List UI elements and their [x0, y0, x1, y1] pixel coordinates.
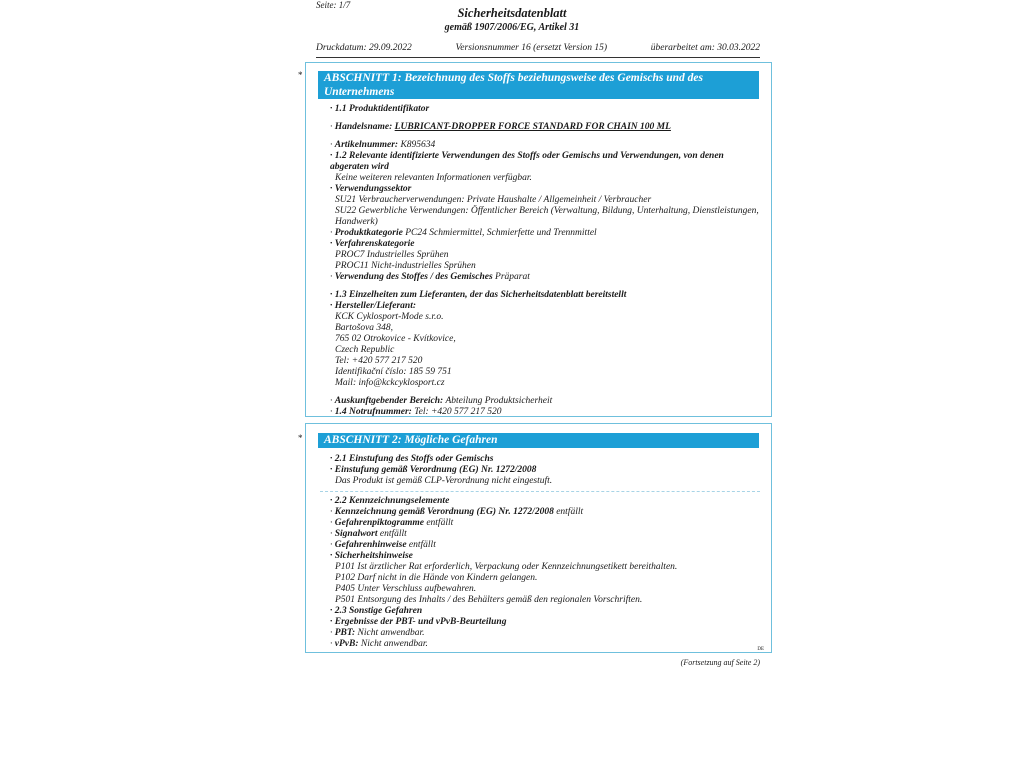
process-heading: · Verfahrenskategorie	[330, 239, 415, 249]
address-line: Tel: +420 577 217 520	[335, 356, 423, 366]
info-department: · Auskunftgebender Bereich: Abteilung Produktsicherheit	[330, 396, 553, 406]
address-line: Mail: info@kckcyklosport.cz	[335, 378, 445, 388]
address-line: Czech Republic	[335, 345, 395, 355]
section-1-content	[330, 104, 760, 418]
page-number: Seite: 1/7	[316, 0, 351, 10]
emergency-number: · 1.4 Notrufnummer: Tel: +420 577 217 520	[330, 407, 502, 417]
product-category: · Produktkategorie PC24 Schmiermittel, Schmierfette und Trennmittel	[330, 228, 597, 238]
print-date: Druckdatum: 29.09.2022	[316, 43, 412, 53]
section-2-content	[330, 454, 760, 650]
safety-statement: P102 Darf nicht in die Hände von Kindern gelangen.	[335, 573, 538, 583]
continuation-note: (Fortsetzung auf Seite 2)	[680, 658, 760, 667]
document-meta	[316, 43, 760, 53]
safety-statement: P405 Unter Verschluss aufbewahren.	[335, 584, 477, 594]
su21: SU21 Verbraucherverwendungen: Private Haushalte / Allgemeinheit / Verbraucher	[335, 195, 652, 205]
s13-heading: · 1.3 Einzelheiten zum Lieferanten, der das Sicherheitsdatenblatt bereitstellt	[330, 290, 627, 300]
document-title: Sicherheitsdatenblatt	[457, 6, 567, 20]
pictograms: · Gefahrenpiktogramme entfällt	[330, 518, 454, 528]
safety-heading: · Sicherheitshinweise	[330, 551, 413, 561]
version-number: Versionsnummer 16 (ersetzt Version 15)	[455, 43, 607, 53]
document-subtitle: gemäß 1907/2006/EG, Artikel 31	[444, 22, 580, 33]
dashed-divider	[320, 491, 760, 492]
manufacturer-heading: · Hersteller/Lieferant:	[330, 301, 417, 311]
pbt-results-heading: · Ergebnisse der PBT- und vPvB-Beurteilung	[330, 617, 507, 627]
change-marker: *	[298, 70, 303, 80]
proc11: PROC11 Nicht-industrielles Sprühen	[335, 261, 476, 271]
safety-statement: P501 Entsorgung des Inhalts / des Behälters gemäß den regionalen Vorschriften.	[335, 595, 643, 605]
proc7: PROC7 Industrielles Sprühen	[335, 250, 449, 260]
su22: SU22 Gewerbliche Verwendungen: Öffentlicher Bereich (Verwaltung, Bildung, Unterhaltung, Dienstleistungen, Handwerk)	[335, 206, 759, 227]
hazard-statements: · Gefahrenhinweise entfällt	[330, 540, 436, 550]
section-2	[305, 423, 772, 653]
article-number: · Artikelnummer: K895634	[330, 140, 436, 150]
section-1	[305, 62, 772, 417]
s11-heading: · 1.1 Produktidentifikator	[330, 104, 430, 114]
classification-text: Das Produkt ist gemäß CLP-Verordnung nicht eingestuft.	[335, 476, 553, 486]
language-code: DE	[757, 647, 764, 652]
signal-word: · Signalwort entfällt	[330, 529, 407, 539]
safety-statement: P101 Ist ärztlicher Rat erforderlich, Verpackung oder Kennzeichnungsetikett bereithalten.	[335, 562, 678, 572]
section-2-title: ABSCHNITT 2: Mögliche Gefahren	[318, 433, 759, 448]
section-1-title: ABSCHNITT 1: Bezeichnung des Stoffs beziehungsweise des Gemischs und des Unternehmens	[318, 71, 759, 99]
address-line: KCK Cyklosport-Mode s.r.o.	[335, 312, 444, 322]
s22-heading: · 2.2 Kennzeichnungselemente	[330, 496, 450, 506]
use-of-substance: · Verwendung des Stoffes / des Gemisches Präparat	[330, 272, 530, 282]
trade-name: · Handelsname: LUBRICANT-DROPPER FORCE STANDARD FOR CHAIN 100 ML	[330, 122, 671, 132]
classification-heading: · Einstufung gemäß Verordnung (EG) Nr. 1272/2008	[330, 465, 537, 475]
revision-date: überarbeitet am: 30.03.2022	[650, 43, 760, 53]
change-marker: *	[298, 433, 303, 443]
address-line: Identifikační číslo: 185 59 751	[335, 367, 452, 377]
s21-heading: · 2.1 Einstufung des Stoffs oder Gemischs	[330, 454, 494, 464]
pbt: · PBT: Nicht anwendbar.	[330, 628, 425, 638]
address-line: Bartošova 348,	[335, 323, 394, 333]
s12-heading: · 1.2 Relevante identifizierte Verwendungen des Stoffs oder Gemischs und Verwendungen, von denen abgeraten wird	[330, 151, 724, 172]
address-line: 765 02 Otrokovice - Kvítkovice,	[335, 334, 456, 344]
s12-text: Keine weiteren relevanten Informationen verfügbar.	[335, 173, 532, 183]
header-divider	[316, 57, 760, 58]
labeling: · Kennzeichnung gemäß Verordnung (EG) Nr. 1272/2008 entfällt	[330, 507, 584, 517]
sector-heading: · Verwendungssektor	[330, 184, 412, 194]
vpvb: · vPvB: Nicht anwendbar.	[330, 639, 428, 649]
s23-heading: · 2.3 Sonstige Gefahren	[330, 606, 423, 616]
